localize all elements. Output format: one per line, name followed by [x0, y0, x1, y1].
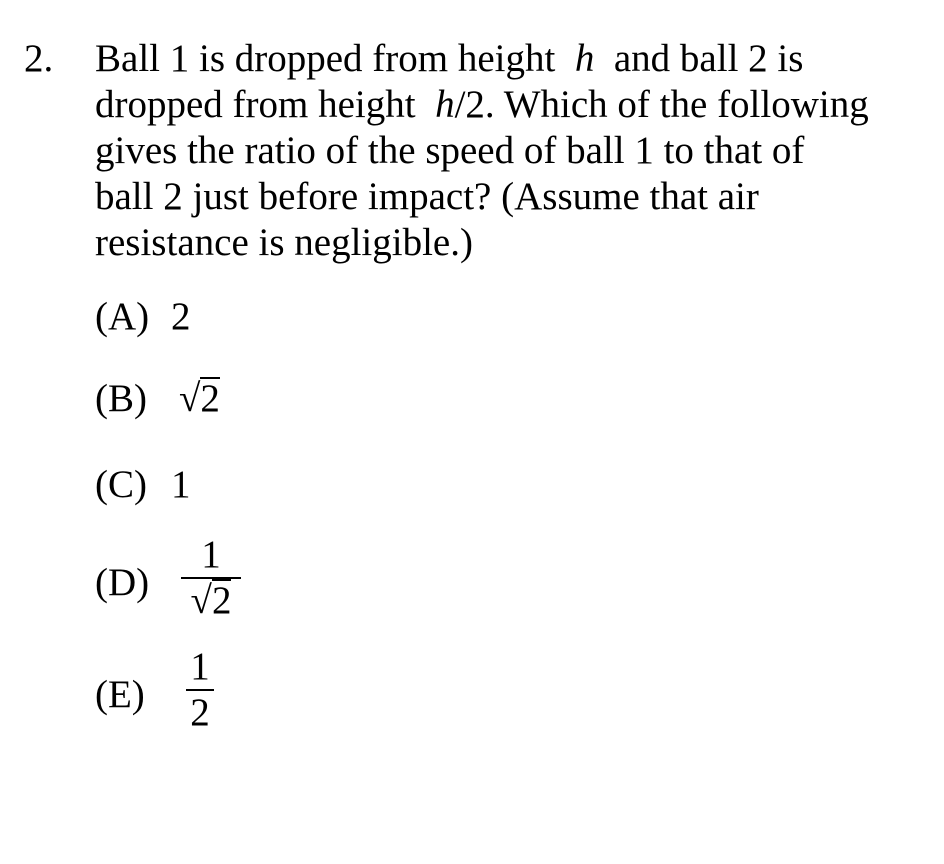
- choice-letter: (C): [95, 463, 147, 506]
- choice-e[interactable]: [95, 672, 171, 718]
- fraction-d: [180, 533, 242, 623]
- fraction-denominator: 2: [190, 691, 210, 734]
- question-text-segment: /2. Which of the following: [454, 83, 869, 126]
- choice-value: 2: [171, 295, 191, 338]
- question-line-3: [95, 128, 915, 174]
- sqrt-expression: [179, 376, 220, 422]
- question-line-4: [95, 174, 915, 220]
- fraction-denominator: [180, 579, 242, 623]
- choice-letter: (E): [95, 673, 145, 716]
- radical-sign: √: [190, 579, 212, 622]
- variable-h: h: [435, 83, 455, 126]
- sqrt-expression: [191, 579, 232, 623]
- choice-value: 1: [171, 463, 191, 506]
- question-text-segment: gives the ratio of the speed of ball 1 to that of: [95, 129, 805, 172]
- fraction-numerator: 1: [190, 645, 210, 688]
- choice-b[interactable]: [95, 376, 220, 422]
- radicand: 2: [211, 579, 232, 622]
- choice-c[interactable]: [95, 462, 191, 508]
- fraction-numerator: 1: [201, 533, 221, 576]
- question-line-1: [95, 36, 915, 82]
- choice-letter: (A): [95, 295, 150, 338]
- question-text-segment: and ball 2 is: [594, 37, 804, 80]
- question-text-segment: dropped from height: [95, 83, 436, 126]
- choice-letter: (D): [95, 561, 150, 604]
- question-text-segment: ball 2 just before impact? (Assume that air: [95, 175, 759, 218]
- question-line-5: [95, 220, 915, 266]
- question-stem: [95, 36, 915, 266]
- choice-a[interactable]: [95, 294, 191, 340]
- variable-h: h: [574, 37, 595, 80]
- fraction-e: [184, 645, 216, 735]
- radicand: 2: [200, 377, 220, 420]
- radical-sign: √: [179, 377, 201, 420]
- question-text-segment: Ball 1 is dropped from height: [95, 37, 575, 80]
- question-text-segment: resistance is negligible.): [95, 221, 473, 264]
- question-line-2: [95, 82, 915, 128]
- choice-d[interactable]: [95, 560, 171, 606]
- question-number: 2.: [24, 37, 54, 80]
- choice-letter: (B): [95, 377, 147, 420]
